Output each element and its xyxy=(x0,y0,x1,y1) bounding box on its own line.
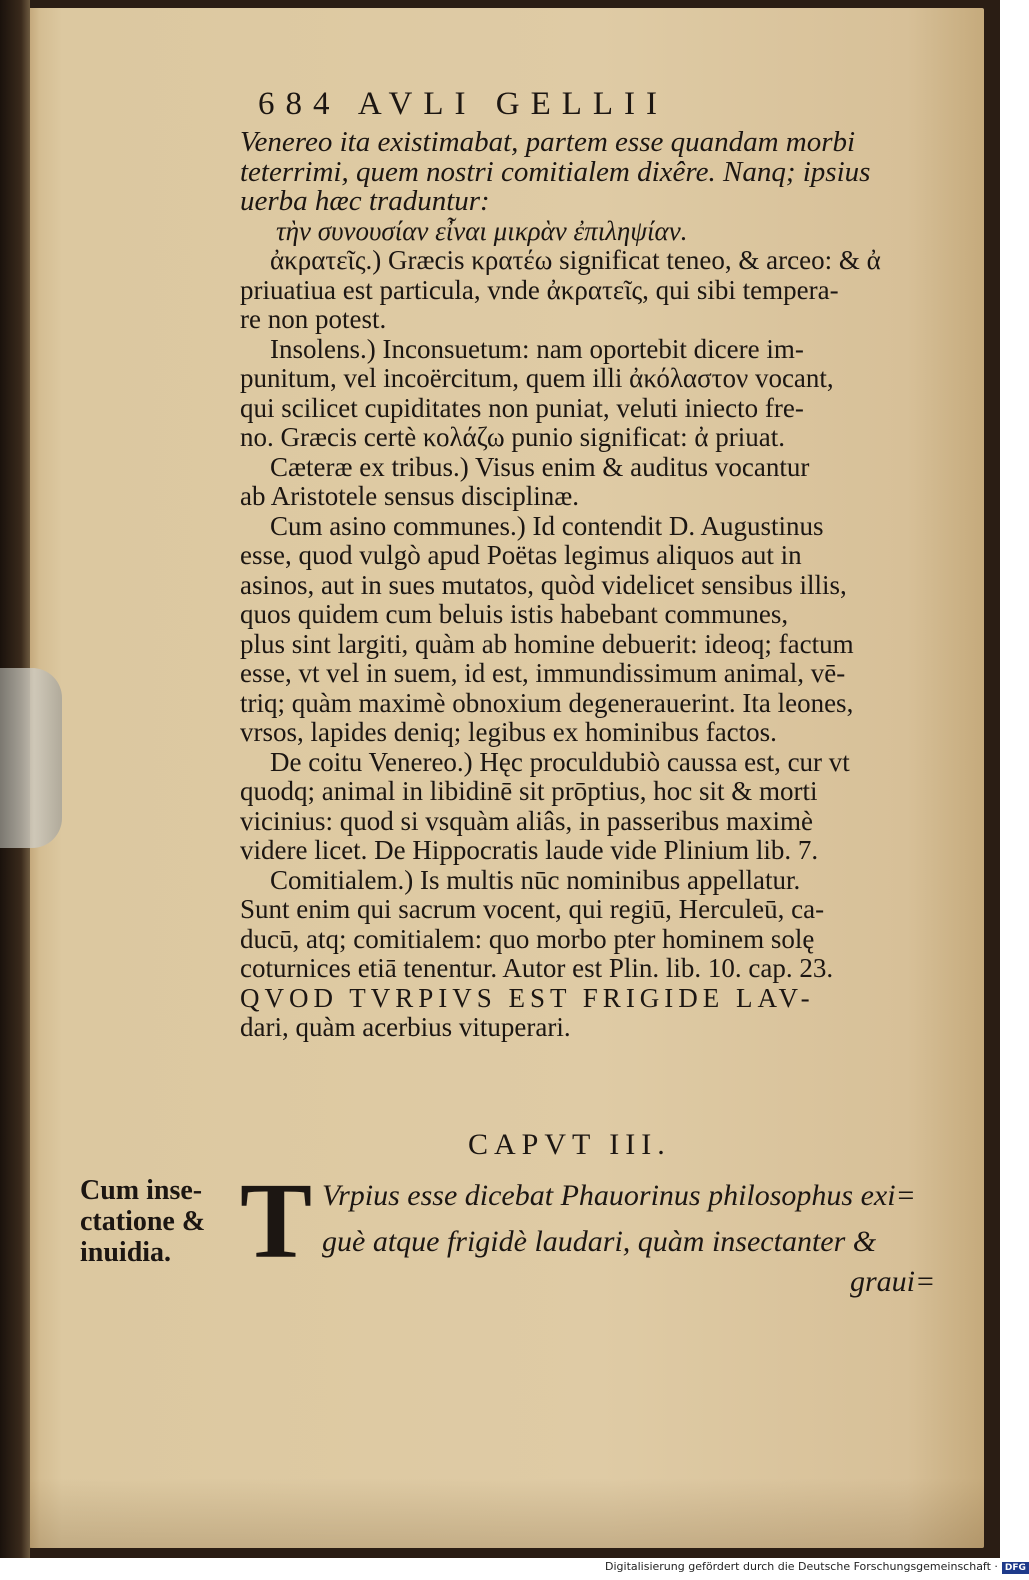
text-line: asinos, aut in sues mutatos, quòd videlicet sensibus illis, xyxy=(240,569,847,600)
page-clip xyxy=(0,668,62,848)
drop-initial: T xyxy=(240,1162,313,1281)
text-line: quodq; animal in libidinē sit prōptius, hoc sit & morti xyxy=(240,776,818,806)
commentary-text xyxy=(240,128,940,1043)
text-line: teterrimi, quem nostri comitialem dixêre. Nanq; ipsius xyxy=(240,155,871,188)
text-line: QVOD TVRPIVS EST FRIGIDE LAV- xyxy=(240,982,815,1013)
text-line: ducū, atq; comitialem: quo morbo pter hominem solę xyxy=(240,923,815,954)
text-line: punitum, vel incoërcitum, quem illi ἀκόλαστον vocant, xyxy=(240,363,834,393)
dfg-logo: DFG xyxy=(1002,1562,1029,1574)
text-line: vrsos, lapides deniq; legibus ex hominibus factos. xyxy=(240,717,777,747)
chapter-text-line: Vrpius esse dicebat Phauorinus philosophus exi= xyxy=(322,1179,916,1212)
margin-note-line: Cum inse- xyxy=(80,1175,203,1206)
text-line: uerba hæc traduntur: xyxy=(240,185,490,217)
text-line: esse, vt vel in suem, id est, immundissimum animal, vē- xyxy=(240,658,846,688)
margin-note xyxy=(80,1175,205,1268)
text-line: Cum asino communes.) Id contendit D. Augustinus xyxy=(270,510,824,541)
text-line: re non potest. xyxy=(240,304,387,334)
margin-note-line: inuidia. xyxy=(80,1237,172,1268)
text-line: Cæteræ ex tribus.) Visus enim & auditus vocantur xyxy=(270,451,810,482)
catchword: graui= xyxy=(850,1265,936,1298)
text-line: τὴν συνουσίαν εἶναι μικρὰν ἐπιληψίαν. xyxy=(276,215,688,246)
text-line: coturnices etiā tenentur. Autor est Plin. lib. 10. cap. 23. xyxy=(240,953,834,983)
chapter-heading: CAPVT III. xyxy=(468,1128,671,1161)
text-line: plus sint largiti, quàm ab homine debuerit: ideoq; factum xyxy=(240,628,854,659)
text-line: Insolens.) Inconsuetum: nam oportebit dicere im- xyxy=(270,333,804,364)
digitization-credit xyxy=(605,1560,1029,1574)
text-line: Sunt enim qui sacrum vocent, qui regiū, Herculeū, ca- xyxy=(240,894,825,924)
text-line: vicinius: quod si vsquàm aliâs, in passeribus maximè xyxy=(240,805,813,836)
chapter-text xyxy=(322,1173,916,1265)
text-line: ἀκρατεῖς.) Græcis κρατέω significat teneo, & arceo: & ἀ xyxy=(270,245,881,275)
text-line: quos quidem cum beluis istis habebant communes, xyxy=(240,599,789,629)
text-line: esse, quod vulgò apud Poëtas legimus aliquos aut in xyxy=(240,540,802,570)
text-line: Venereo ita existimabat, partem esse quandam morbi xyxy=(240,126,856,158)
running-header: 684 AVLI GELLII xyxy=(258,86,669,122)
text-line: priuatiua est particula, vnde ἀκρατεῖς, qui sibi tempera- xyxy=(240,274,839,305)
credit-text: Digitalisierung gefördert durch die Deutsche Forschungsgemeinschaft · xyxy=(605,1560,998,1573)
text-line: dari, quàm acerbius vituperari. xyxy=(240,1012,571,1042)
text-line: qui scilicet cupiditates non puniat, veluti iniecto fre- xyxy=(240,392,804,423)
text-line: De coitu Venereo.) Hęc proculdubiò caussa est, cur vt xyxy=(270,746,850,777)
text-line: no. Græcis certè κολάζω punio significat: ἀ priuat. xyxy=(240,422,786,452)
text-line: videre licet. De Hippocratis laude vide Plinium lib. 7. xyxy=(240,835,819,865)
text-line: triq; quàm maximè obnoxium degenerauerint. Ita leones, xyxy=(240,687,854,718)
chapter-text-line: guè atque frigidè laudari, quàm insectanter & xyxy=(322,1225,877,1258)
text-line: Comitialem.) Is multis nūc nominibus appellatur. xyxy=(270,864,801,895)
text-line: ab Aristotele sensus disciplinæ. xyxy=(240,481,579,511)
margin-note-line: ctatione & xyxy=(80,1206,206,1237)
